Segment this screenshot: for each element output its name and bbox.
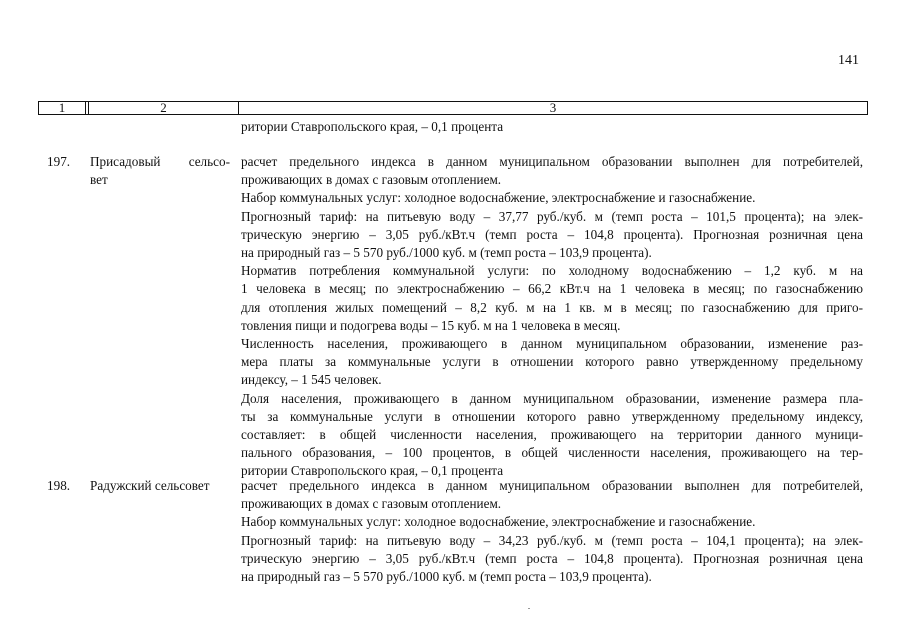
entry-number: 197. (47, 154, 71, 169)
entry-name (90, 477, 230, 495)
entry-name-line: Радужский сельсовет (90, 478, 210, 493)
text-line: Прогнозный тариф: на питьевую воду – 37,77 руб./куб. м (темп роста – 101,5 процента); на элек- (241, 208, 863, 224)
text-line: на природный газ – 5 570 руб./1000 куб. м (темп роста – 103,9 процента). (241, 245, 652, 261)
text-line: Прогнозный тариф: на питьевую воду – 34,23 руб./куб. м (темп роста – 104,1 процента); на элек- (241, 532, 863, 548)
table-header-row (38, 101, 868, 115)
text-line: Доля населения, проживающего в данном муниципальном образовании, изменение размера пла- (241, 390, 863, 406)
text-line: Набор коммунальных услуг: холодное водоснабжение, электроснабжение и газоснабжение. (241, 514, 756, 530)
entry-description (241, 153, 863, 481)
table-header-col-3: 3 (549, 100, 557, 115)
table-header-col-1: 1 (39, 102, 86, 114)
text-line: ты за коммунальные услуги в отношении которого равно утвержденному предельному индексу, (241, 408, 863, 424)
text-line: ритории Ставропольского края, – 0,1 процента (241, 119, 504, 134)
entry-description (241, 477, 863, 586)
entry-number: 198. (47, 478, 71, 493)
text-line: 1 человека в месяц; по электроснабжению – 66,2 кВт.ч на 1 человека в месяц; по газоснабжению (241, 281, 863, 297)
text-line: проживающих в домах с газовым отоплением. (241, 496, 502, 512)
text-line: товления пищи и подогрева воды – 15 куб. м на 1 человека в месяц. (241, 317, 621, 333)
text-line: составляет: в общей численности населения, проживающего на территории данного муници- (241, 427, 863, 443)
table-header-col-2: 2 (89, 102, 239, 114)
text-line: Набор коммунальных услуг: холодное водоснабжение, электроснабжение и газоснабжение. (241, 190, 756, 206)
entry-name (90, 153, 230, 189)
text-line: трическую энергию – 3,05 руб./кВт.ч (темп роста – 104,8 процента). Прогнозная розничная цена (241, 226, 863, 242)
text-line: расчет предельного индекса в данном муниципальном образовании выполнен для потребителей, (241, 154, 863, 169)
text-line: расчет предельного индекса в данном муниципальном образовании выполнен для потребителей, (241, 478, 863, 493)
continuation-text (241, 118, 863, 136)
text-line: проживающих в домах с газовым отоплением. (241, 172, 502, 188)
text-line: пального образования, – 100 процентов, в общей численности населения, проживающего на тер- (241, 445, 863, 461)
entry-name-line: вет (90, 172, 108, 188)
scan-speck (528, 608, 530, 609)
text-line: для отопления жилых помещений – 8,2 куб. м на 1 кв. м в месяц; по газоснабжению для приго- (241, 299, 863, 315)
text-line: мера платы за коммунальные услуги в отношении которого равно утвержденному предельному (241, 354, 863, 370)
text-line: на природный газ – 5 570 руб./1000 куб. м (темп роста – 103,9 процента). (241, 569, 652, 585)
entry-name-line: Присадовый сельсо- (90, 154, 230, 169)
text-line: Численность населения, проживающего в данном муниципальном образовании, изменение раз- (241, 336, 863, 352)
text-line: индексу, – 1 545 человек. (241, 372, 382, 388)
text-line: Норматив потребления коммунальной услуги: по холодному водоснабжению – 1,2 куб. м на (241, 263, 863, 279)
text-line: ритории Ставропольского края, – 0,1 процента (241, 463, 504, 479)
page-number: 141 (838, 53, 859, 68)
text-line: трическую энергию – 3,05 руб./кВт.ч (темп роста – 104,8 процента). Прогнозная розничная цена (241, 550, 863, 566)
